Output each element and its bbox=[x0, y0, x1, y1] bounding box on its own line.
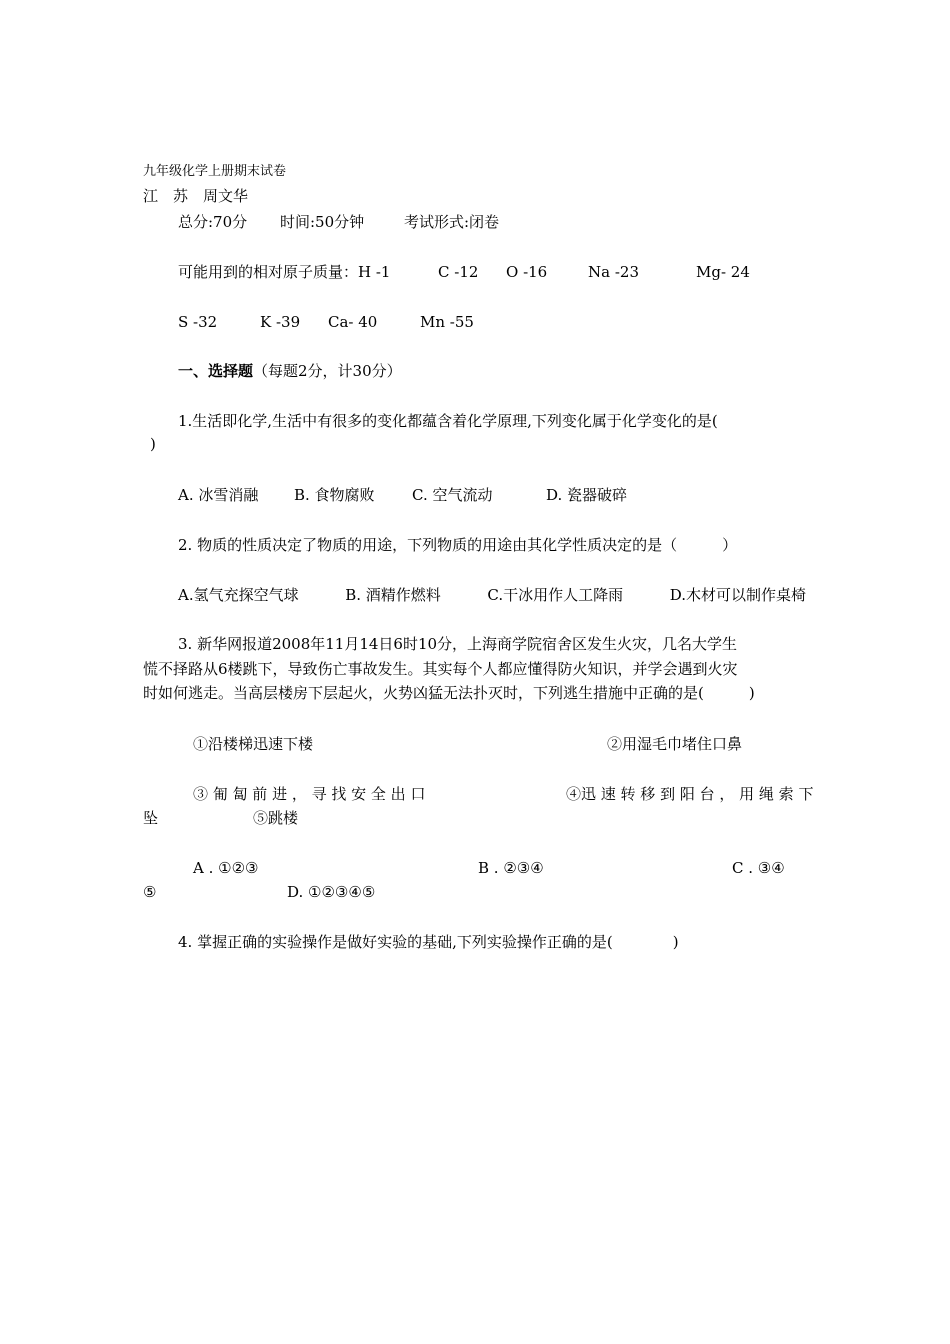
atomic-mass-k: K -39 bbox=[260, 313, 301, 331]
author-line: 江 苏 周文华 bbox=[143, 187, 249, 205]
q1-stem: 1.生活即化学,生活中有很多的变化都蕴含着化学原理,下列变化属于化学变化的是( bbox=[178, 412, 718, 430]
q2-option-a: A.氢气充探空气球 bbox=[178, 586, 299, 604]
q3-item-4: ④迅 速 转 移 到 阳 台 ， 用 绳 索 下 bbox=[566, 785, 814, 803]
atomic-mass-h: 可能用到的相对原子质量：H -1 bbox=[178, 263, 391, 281]
q1-option-b: B. 食物腐败 bbox=[294, 486, 375, 504]
atomic-mass-c: C -12 bbox=[438, 263, 479, 281]
q3-stem-line1: 3. 新华网报道2008年11月14日6时10分，上海商学院宿舍区发生火灾，几名大学生 bbox=[178, 635, 738, 653]
q3-option-b: B . ②③④ bbox=[478, 859, 544, 877]
atomic-mass-o: O -16 bbox=[506, 263, 548, 281]
atomic-mass-mn: Mn -55 bbox=[420, 313, 474, 331]
q1-options bbox=[178, 485, 627, 505]
atomic-mass-ca: Ca- 40 bbox=[328, 313, 378, 331]
q3-item-4-cont: 坠 bbox=[143, 809, 159, 827]
exam-total: 总分:70分 bbox=[178, 213, 248, 231]
atomic-masses-line1 bbox=[178, 262, 750, 282]
q2-options bbox=[178, 585, 806, 605]
q4-stem: 4. 掌握正确的实验操作是做好实验的基础,下列实验操作正确的是( ) bbox=[178, 933, 679, 951]
atomic-mass-s: S -32 bbox=[178, 313, 218, 331]
section-note: （每题2分，计30分） bbox=[253, 362, 402, 380]
q3-item-5: ⑤跳楼 bbox=[253, 809, 299, 827]
q1-option-c: C. 空气流动 bbox=[412, 486, 493, 504]
q3-stem-line2: 慌不择路从6楼跳下，导致伤亡事故发生。其实每个人都应懂得防火知识，并学会遇到火灾 bbox=[143, 660, 738, 678]
q3-stem-line3: 时如何逃走。当高层楼房下层起火，火势凶猛无法扑灭时，下列逃生措施中正确的是( ) bbox=[143, 684, 755, 702]
document-title: 九年级化学上册期末试卷 bbox=[143, 164, 287, 179]
q1-option-d: D. 瓷器破碎 bbox=[546, 486, 628, 504]
q1-option-a: A. 冰雪消融 bbox=[178, 486, 259, 504]
q3-item-3: ③ 匍 匐 前 进 ， 寻 找 安 全 出 口 bbox=[193, 785, 426, 803]
q2-option-c: C.干冰用作人工降雨 bbox=[487, 586, 624, 604]
q3-option-c-cont: ⑤ bbox=[143, 883, 157, 901]
atomic-mass-na: Na -23 bbox=[588, 263, 639, 281]
exam-form: 考试形式:闭卷 bbox=[404, 213, 500, 231]
q3-option-d: D. ①②③④⑤ bbox=[287, 883, 376, 901]
q3-option-c: C . ③④ bbox=[732, 859, 785, 877]
q2-option-d: D.木材可以制作桌椅 bbox=[669, 586, 806, 604]
atomic-mass-mg: Mg- 24 bbox=[696, 263, 750, 281]
q3-option-a: A . ①②③ bbox=[193, 859, 259, 877]
q1-stem-cont: ) bbox=[150, 435, 156, 453]
q3-item-1: ①沿楼梯迅速下楼 bbox=[193, 735, 314, 753]
exam-info bbox=[178, 212, 499, 232]
section-title: 一、选择题 bbox=[178, 362, 254, 380]
atomic-masses-line2 bbox=[178, 312, 474, 332]
q2-stem: 2. 物质的性质决定了物质的用途，下列物质的用途由其化学性质决定的是（ ） bbox=[178, 536, 738, 554]
q3-item-2: ②用湿毛巾堵住口鼻 bbox=[607, 735, 743, 753]
section-heading bbox=[178, 361, 402, 381]
q2-option-b: B. 酒精作燃料 bbox=[345, 586, 441, 604]
exam-time: 时间:50分钟 bbox=[280, 213, 365, 231]
